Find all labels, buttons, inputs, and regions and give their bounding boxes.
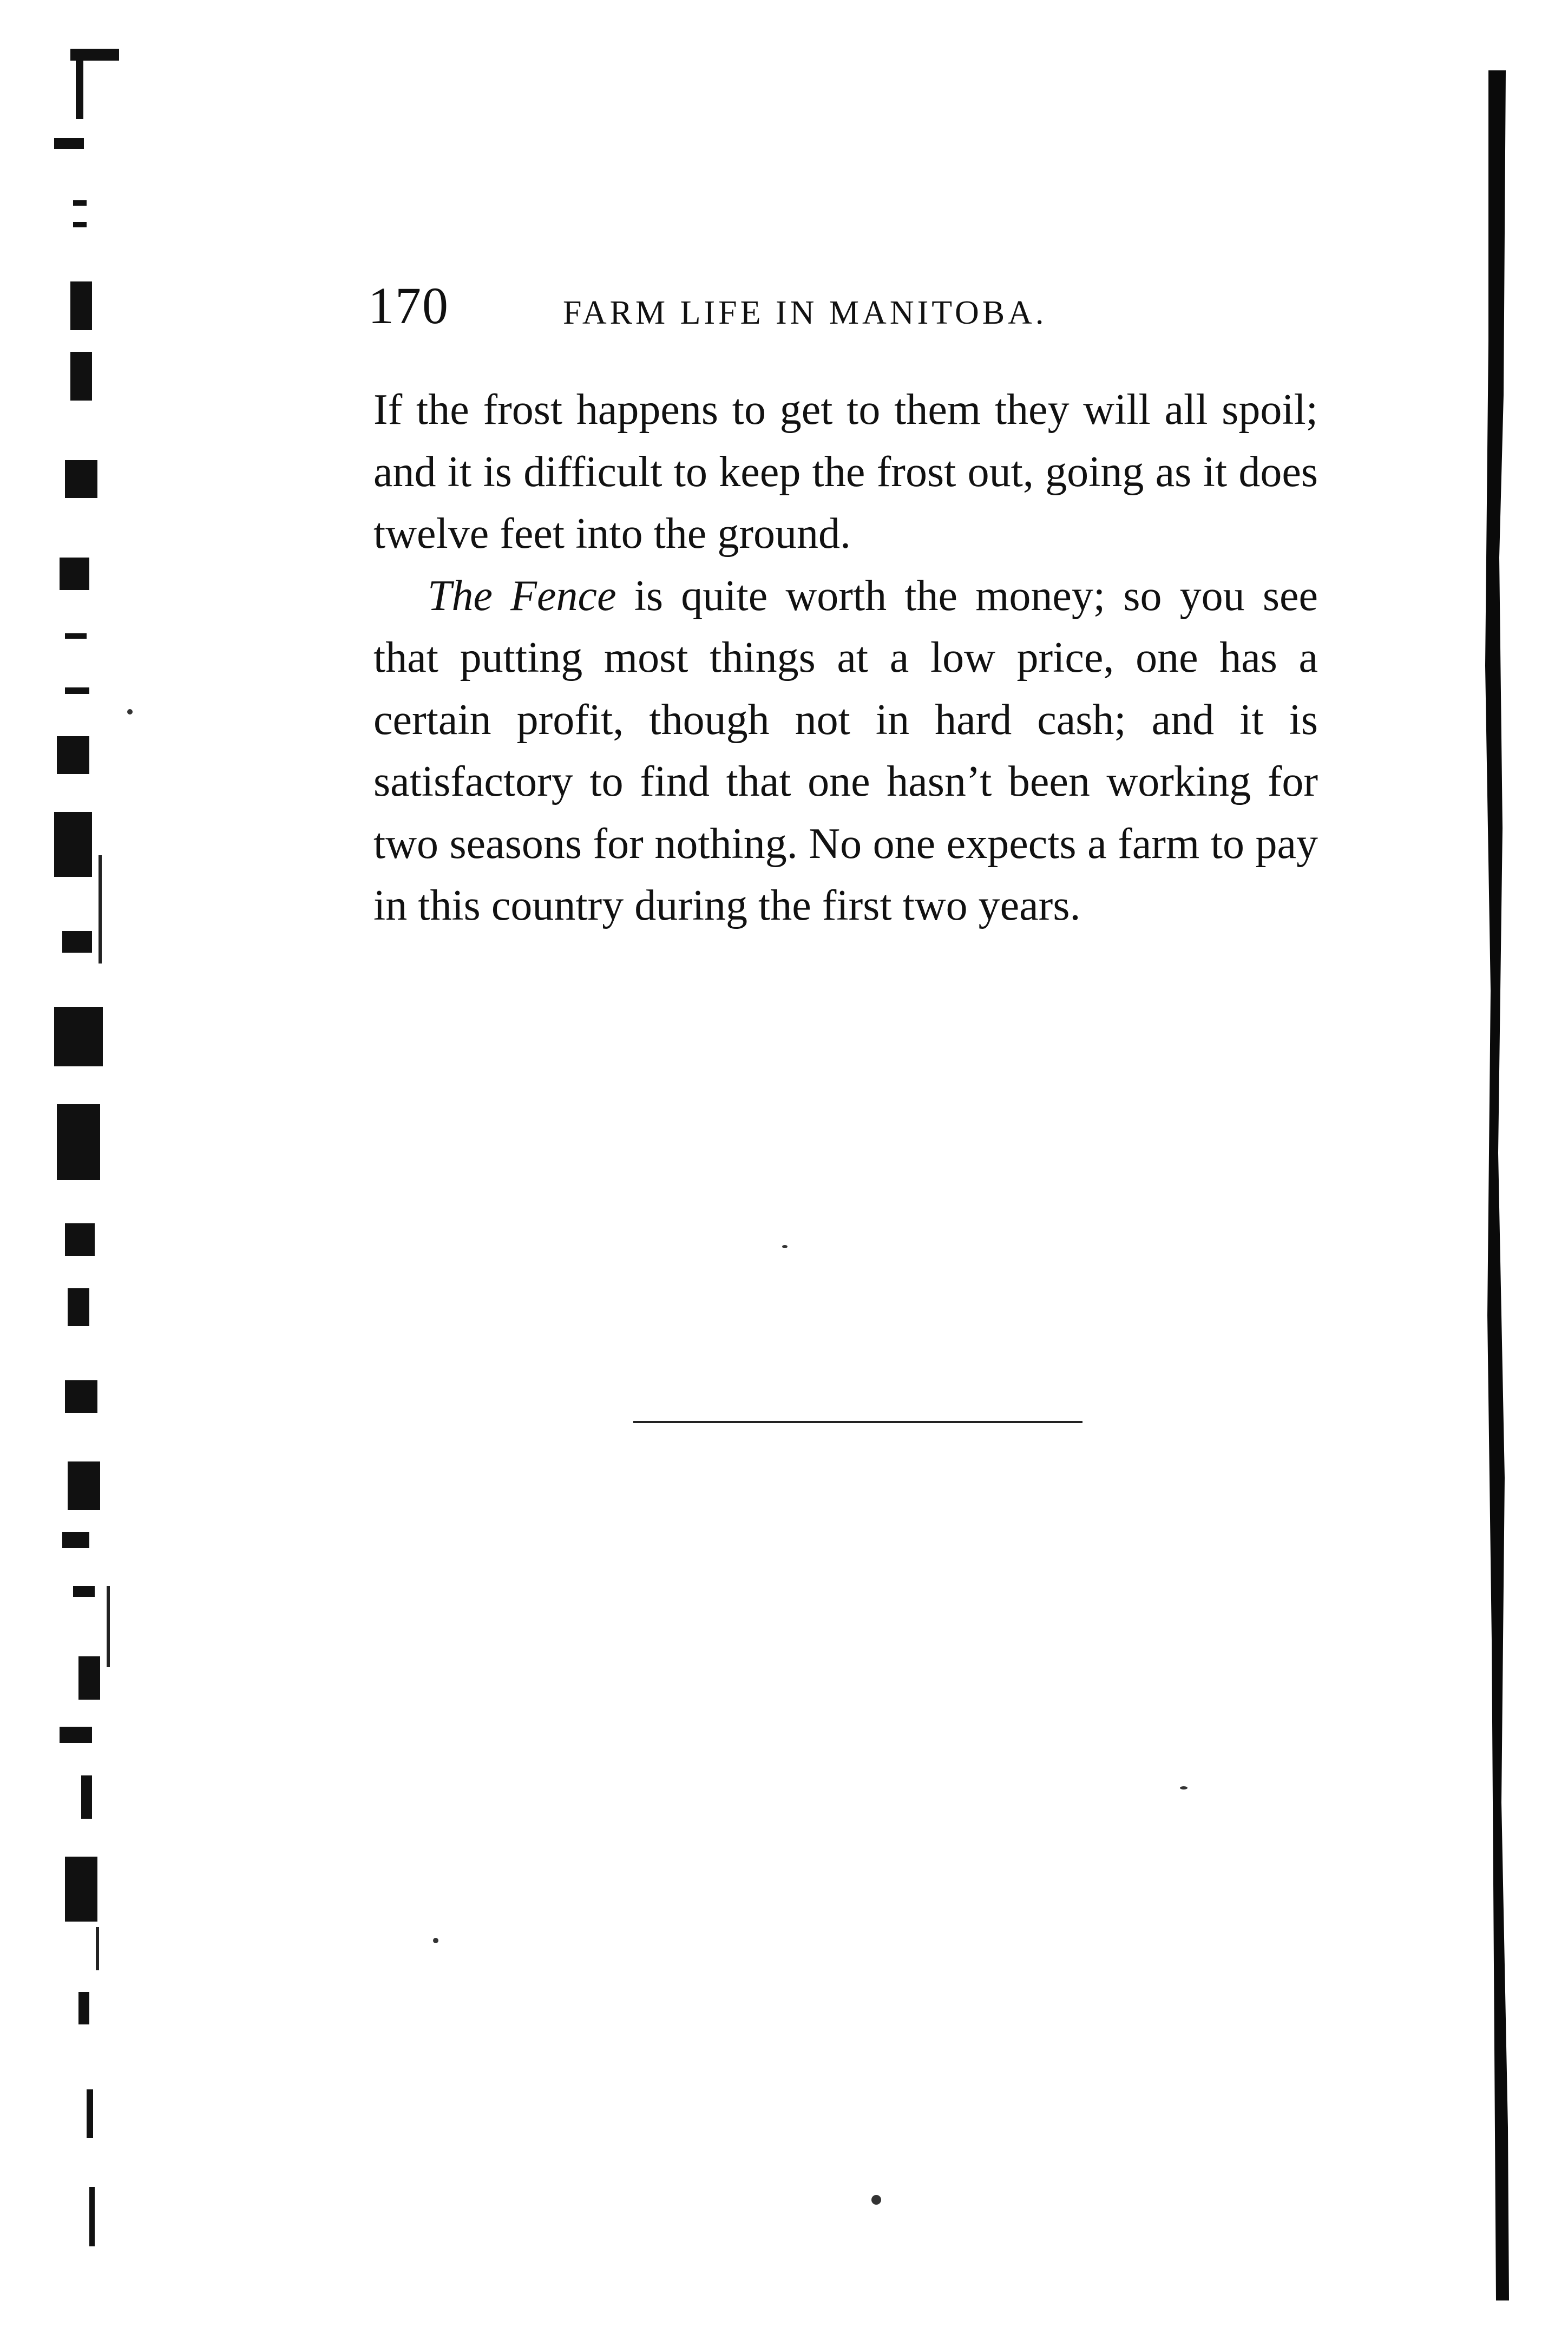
scan-speck: [127, 709, 133, 715]
scan-speck: [1180, 1786, 1188, 1790]
running-header: [368, 273, 1321, 338]
body-text: [373, 379, 1318, 937]
end-rule: [633, 1421, 1082, 1423]
paragraph-2: [373, 565, 1318, 937]
page-number: 170: [368, 277, 449, 335]
running-head-title: FARM LIFE IN MANITOBA.: [563, 294, 1047, 331]
scanned-binding-edge: [49, 43, 130, 2290]
paragraph-1-text: If the frost happens to get to them they will all spoil; and it is difficult to keep the frost out, going as it does twelve feet into the ground.: [373, 386, 1318, 558]
scan-speck: [871, 2195, 881, 2205]
paragraph-2-text: is quite worth the money; so you see that putting most things at a low price, one has a certain profit, though not in hard cash; and it is satisfactory to find that one hasn’t been working for two seasons for nothing. No one expects a farm to pay in this country during the first two years.: [373, 572, 1318, 929]
scan-speck: [433, 1938, 438, 1943]
paragraph-2-italic-lead: The Fence: [428, 572, 616, 620]
paragraph-1: [373, 379, 1318, 565]
scanned-page-edge: [1478, 70, 1515, 2300]
scan-speck: [782, 1245, 788, 1248]
